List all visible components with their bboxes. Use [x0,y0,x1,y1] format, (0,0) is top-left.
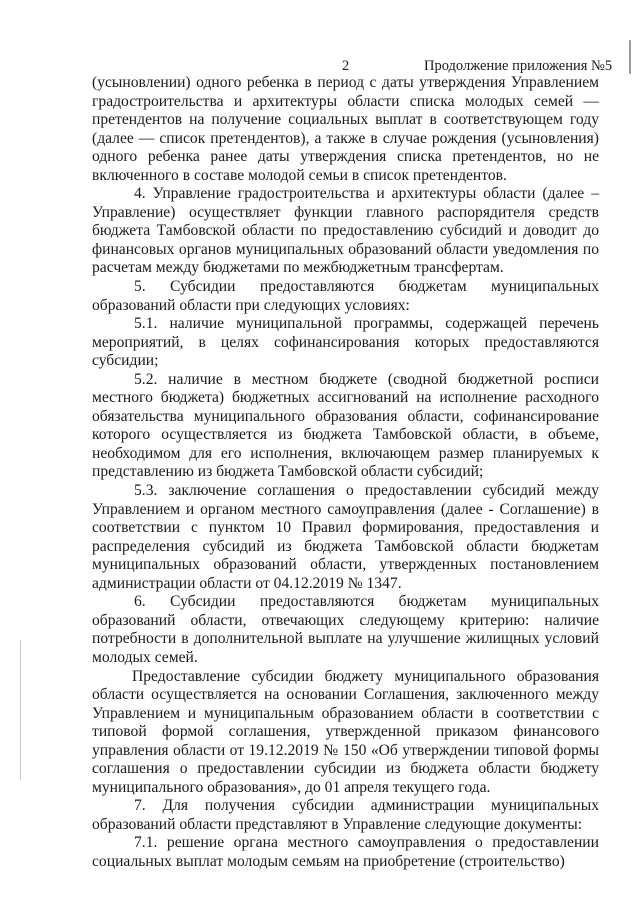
page-number: 2 [342,58,350,74]
paragraph-item-5-3: 5.3. заключение соглашения о предоставлении субсидий между Управлением и органом местного самоуправления (далее - Соглашение) в соответствии с пунктом 10 Правил формирования, предоставления и распределения субсидий из бюджета Тамбовской области бюджетам муниципальных образований области, утвержденных постановлением администрации области от 04.12.2019 № 1347. [92,482,599,592]
paragraph-continuation: (усыновлении) одного ребенка в период с даты утверждения Управлением градостроительства и архитектуры области списка молодых семей — претендентов на получение социальных выплат в соответствующем году (далее — список претендентов), а также в случае рождения (усыновления) одного ребенка ранее даты утверждения списка претендентов, но не включенного в составе молодой семьи в список претендентов. [92,74,599,184]
appendix-continuation-label: Продолжение приложения №5 [424,58,613,74]
paragraph-item-6: 6. Субсидии предоставляются бюджетам муниципальных образований области, отвечающих следующему критерию: наличие потребности в дополнительной выплате на улучшение жилищных условий молодых семей. [92,593,599,666]
paragraph-item-5: 5. Субсидии предоставляются бюджетам муниципальных образований области при следующих условиях: [92,278,599,314]
paragraph-item-7-1: 7.1. решение органа местного самоуправления о предоставлении социальных выплат молодым семьям на приобретение (строительство) [92,834,599,870]
document-body [92,74,599,872]
scan-speck [629,40,631,74]
paragraph-item-4: 4. Управление градостроительства и архитектуры области (далее – Управление) осуществляет функции главного распорядителя средств бюджета Тамбовской области по предоставлению субсидий и доводит до финансовых органов муниципальных образований области уведомления по расчетам между бюджетами по межбюджетным трансфертам. [92,185,599,277]
paragraph-item-7: 7. Для получения субсидии администрации муниципальных образований области представляют в Управление следующие документы: [92,797,599,833]
paragraph-item-5-1: 5.1. наличие муниципальной программы, содержащей перечень мероприятий, в целях софинансирования которых предоставляются субсидии; [92,315,599,370]
paragraph-item-5-2: 5.2. наличие в местном бюджете (сводной бюджетной росписи местного бюджета) бюджетных ассигнований на исполнение расходного обязательства муниципального образования области, софинансирование которого осуществляется из бюджета Тамбовской области, в объеме, необходимом для его исполнения, включающем размер планируемых к представлению из бюджета Тамбовской области субсидий; [92,370,599,481]
paragraph-subsidy-provision: Предоставление субсидии бюджету муниципального образования области осуществляется на основании Соглашения, заключенного между Управлением и муниципальным образованием области в соответствии с типовой формой соглашения, утвержденной приказом финансового управления области от 19.12.2019 № 150 «Об утверждении типовой формы соглашения о предоставлении субсидии из бюджета области бюджету муниципального образования», до 01 апреля текущего года. [92,667,599,796]
scan-speck [20,640,21,780]
